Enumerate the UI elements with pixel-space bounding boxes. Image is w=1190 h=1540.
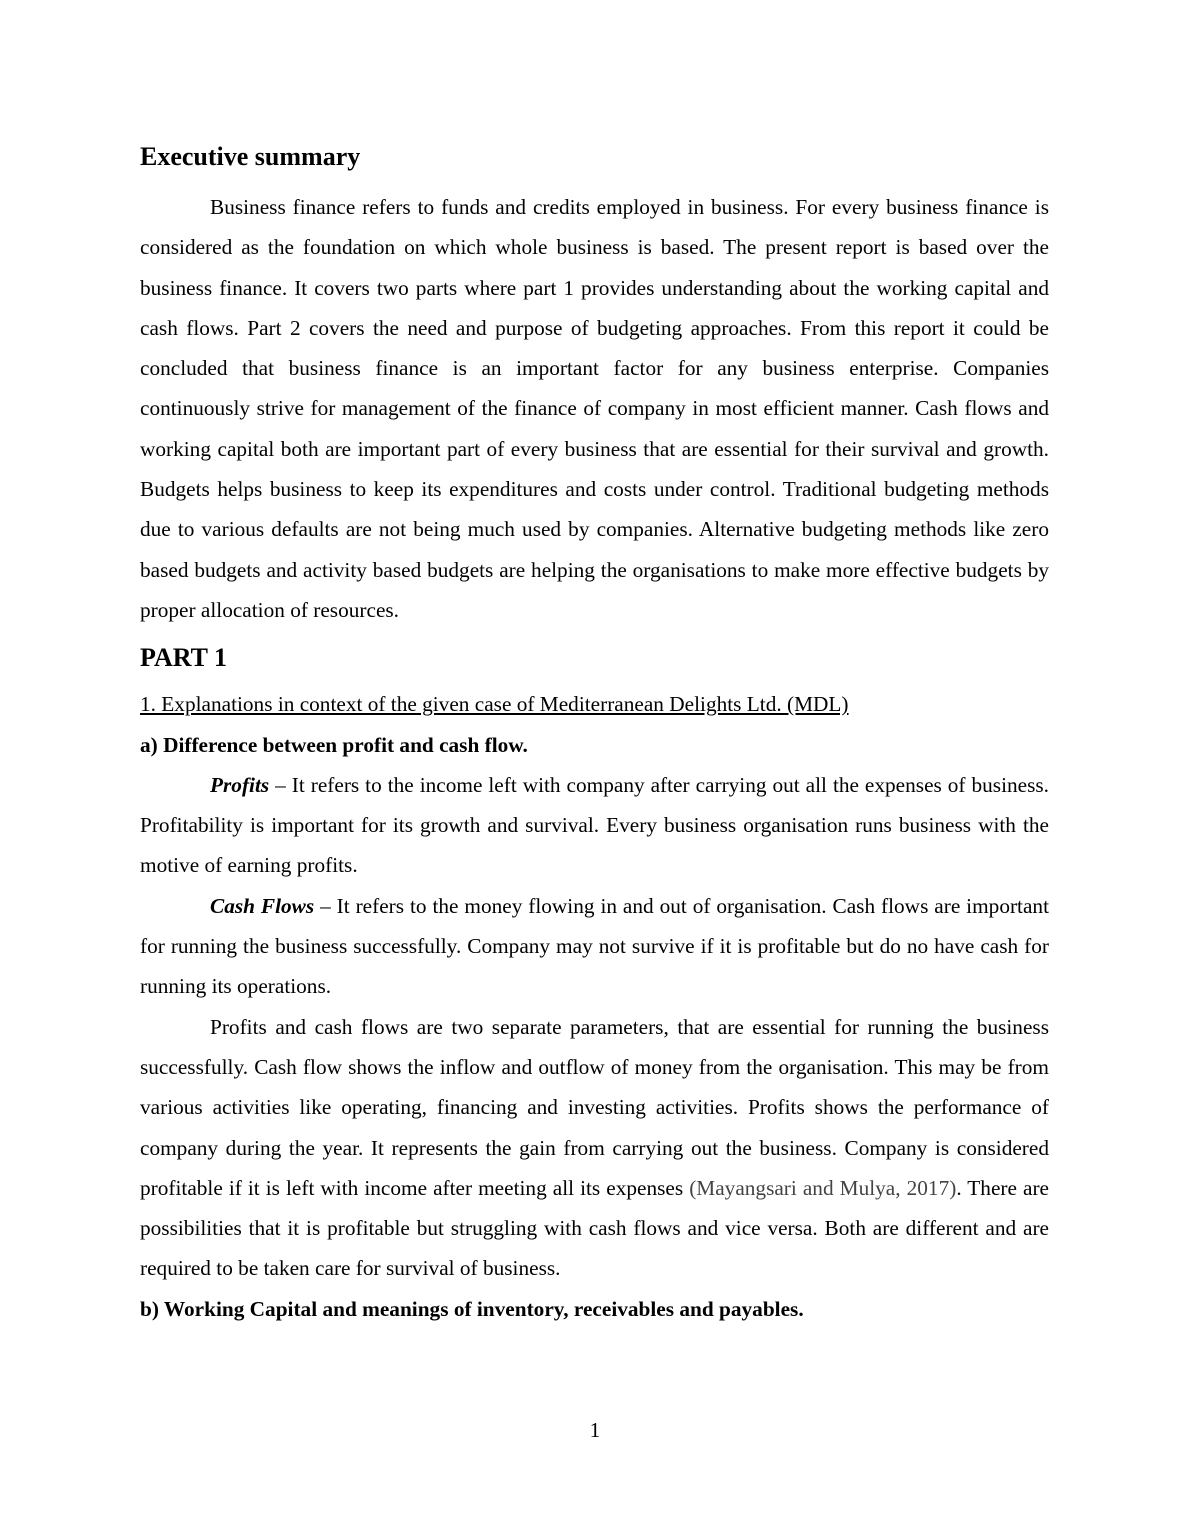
comparison-text-after: . There are possibilities that it is profitable but struggling with cash flows and vice versa. Both are different and are required to be taken care for survival of business.	[140, 1175, 1049, 1281]
cashflows-term: Cash Flows	[210, 893, 315, 918]
cashflows-text: – It refers to the money flowing in and out of organisation. Cash flows are important for running the business successfully. Company may not survive if it is profitable but do no have cash for running its operations.	[140, 893, 1049, 999]
comparison-text-before: Profits and cash flows are two separate parameters, that are essential for running the business successfully. Cash flow shows the inflow and outflow of money from the organisation. This may be from various activities like operating, financing and investing activities. Profits shows the performance of company during the year. It represents the gain from carrying out the business. Company is considered profitable if it is left with income after meeting all its expenses	[140, 1014, 1049, 1200]
profits-paragraph	[140, 765, 1049, 886]
executive-summary-title: Executive summary	[140, 142, 361, 171]
profits-term: Profits	[210, 772, 270, 797]
section-heading-mdl: 1. Explanations in context of the given case of Mediterranean Delights Ltd. (MDL)	[140, 692, 849, 717]
document-page	[140, 138, 1049, 1329]
subsection-a-heading: a) Difference between profit and cash flow.	[140, 732, 528, 757]
subsection-b-heading: b) Working Capital and meanings of inventory, receivables and payables.	[140, 1296, 804, 1321]
profits-text: – It refers to the income left with company after carrying out all the expenses of business. Profitability is important for its growth and survival. Every business organisation runs business with the motive of earning profits.	[140, 772, 1049, 878]
citation: (Mayangsari and Mulya, 2017)	[689, 1175, 957, 1200]
executive-summary-body: Business finance refers to funds and credits employed in business. For every business finance is considered as the foundation on which whole business is based. The present report is based over the business finance. It covers two parts where part 1 provides understanding about the working capital and cash flows. Part 2 covers the need and purpose of budgeting approaches. From this report it could be concluded that business finance is an important factor for any business enterprise. Companies continuously strive for management of the finance of company in most efficient manner. Cash flows and working capital both are important part of every business that are essential for their survival and growth. Budgets helps business to keep its expenditures and costs under control. Traditional budgeting methods due to various defaults are not being much used by companies. Alternative budgeting methods like zero based budgets and activity based budgets are helping the organisations to make more effective budgets by proper allocation of resources.	[140, 195, 1049, 622]
page-number: 1	[589, 1418, 601, 1442]
part1-title: PART 1	[140, 643, 227, 673]
cashflows-paragraph	[140, 886, 1049, 1007]
comparison-paragraph	[140, 1007, 1049, 1289]
